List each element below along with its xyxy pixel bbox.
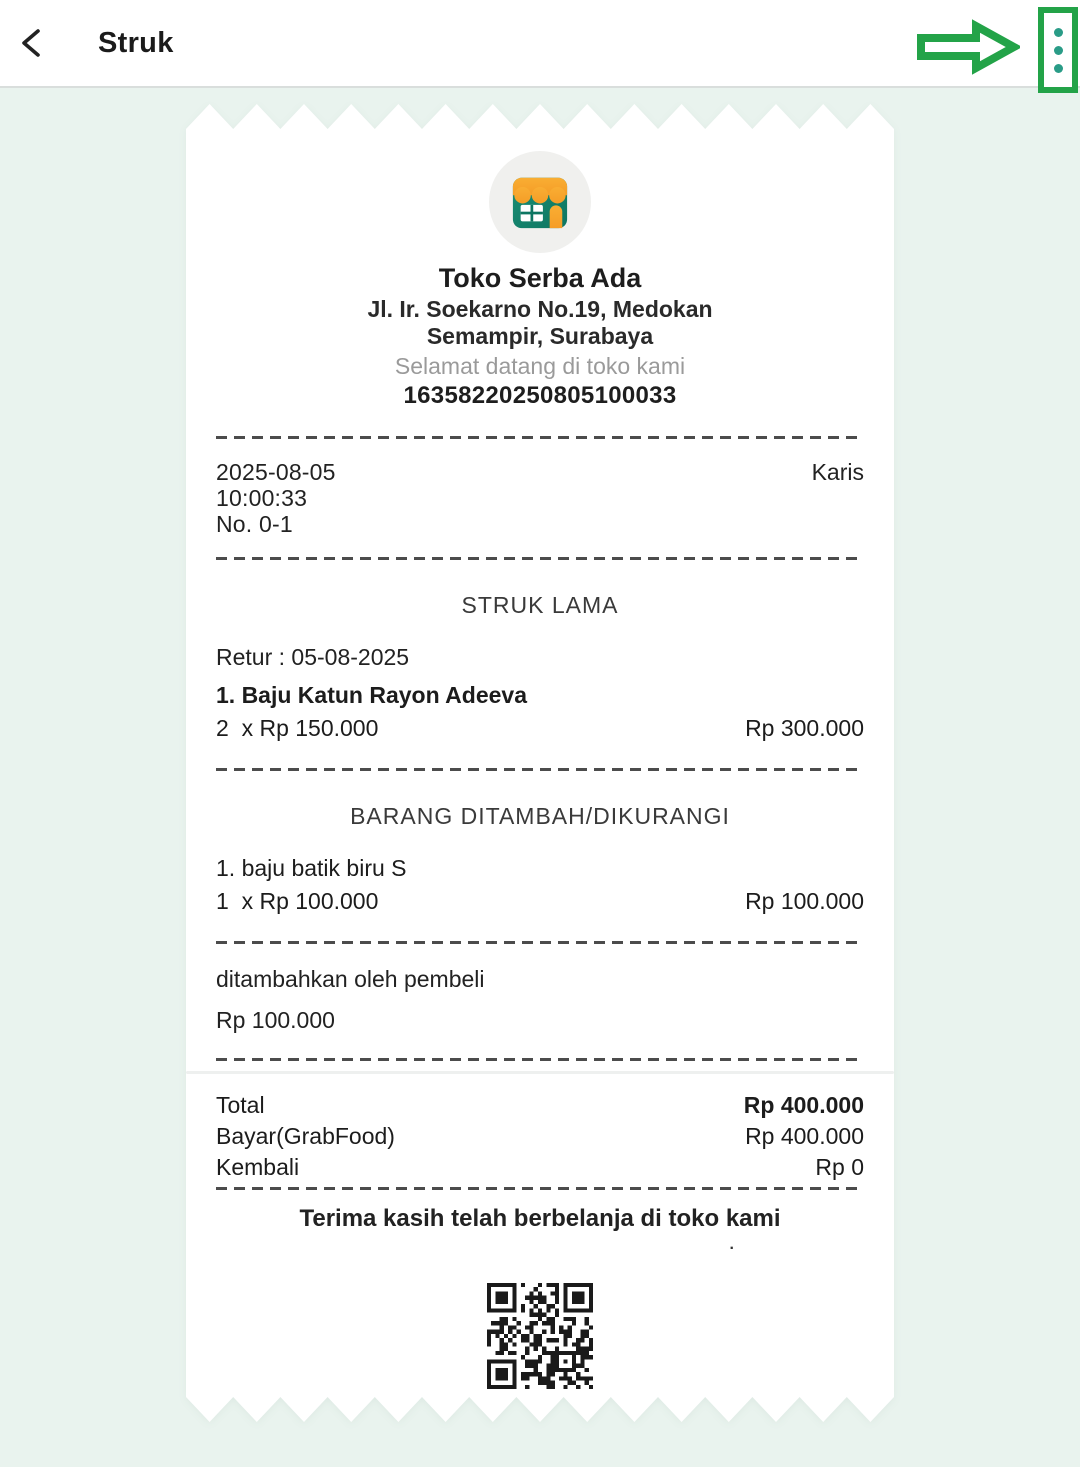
- payment-label: Bayar(GrabFood): [216, 1123, 395, 1149]
- item-subtotal: Rp 100.000: [745, 888, 864, 914]
- item-name: 1. baju batik biru S: [216, 855, 407, 881]
- section-title-old-receipt: STRUK LAMA: [461, 592, 619, 618]
- payment-value: Rp 400.000: [745, 1123, 864, 1149]
- stray-mark: .: [729, 1236, 734, 1253]
- dashed-divider: [216, 768, 864, 771]
- payment-row: [216, 1121, 864, 1152]
- dashed-divider: [216, 1058, 864, 1061]
- dashed-divider: [216, 436, 864, 439]
- dashed-divider: [216, 941, 864, 944]
- change-label: Kembali: [216, 1154, 300, 1180]
- transaction-datetime: [216, 459, 336, 537]
- kebab-dot: [1054, 46, 1063, 55]
- store-address: Jl. Ir. Soekarno No.19, Medokan Semampir, Surabaya: [367, 296, 713, 349]
- content-area: [0, 104, 1080, 1422]
- chevron-left-icon: [18, 27, 44, 59]
- qr-code: [487, 1283, 593, 1389]
- total-label: Total: [216, 1092, 265, 1118]
- section-title-changes: BARANG DITAMBAH/DIKURANGI: [350, 803, 730, 829]
- thank-you-message: Terima kasih telah berbelanja di toko kami: [299, 1205, 781, 1232]
- item-qty-price: 2 x Rp 150.000: [216, 715, 379, 741]
- change-row: [216, 1152, 864, 1183]
- note-amount: Rp 100.000: [216, 1007, 335, 1033]
- app-bar: [0, 0, 1080, 88]
- transaction-number: No. 0-1: [216, 511, 293, 537]
- item-price-row: [216, 888, 864, 915]
- receipt-number: 16358220250805100033: [403, 382, 677, 409]
- store-name: Toko Serba Ada: [438, 263, 642, 293]
- kebab-dot: [1054, 28, 1063, 37]
- change-value: Rp 0: [815, 1154, 864, 1180]
- welcome-message: Selamat datang di toko kami: [394, 353, 686, 379]
- item-qty-price: 1 x Rp 100.000: [216, 888, 379, 914]
- total-row: [216, 1090, 864, 1121]
- receipt-zigzag-bottom: [186, 1397, 894, 1422]
- kebab-dot: [1054, 64, 1063, 73]
- receipt-card: [186, 104, 894, 1422]
- retur-date-label: Retur : 05-08-2025: [216, 644, 410, 670]
- receipt-paper: [186, 129, 894, 1397]
- old-receipt-item: [216, 682, 864, 742]
- receipt-zigzag-top: [186, 104, 894, 129]
- storefront-icon: [509, 172, 571, 232]
- store-logo: [489, 151, 591, 253]
- annotation-arrow-icon: [914, 19, 1020, 75]
- note-text: ditambahkan oleh pembeli: [216, 966, 485, 992]
- transaction-info-row: [216, 459, 864, 537]
- kebab-menu-button[interactable]: [1038, 7, 1078, 93]
- item-price-row: [216, 715, 864, 742]
- dashed-divider: [216, 1187, 864, 1190]
- total-value: Rp 400.000: [743, 1092, 864, 1118]
- item-subtotal: Rp 300.000: [745, 715, 864, 741]
- dashed-divider: [216, 557, 864, 560]
- totals-section: [216, 1074, 864, 1183]
- page-title: Struk: [98, 26, 174, 59]
- changed-item: [216, 855, 864, 915]
- transaction-time: 10:00:33: [216, 485, 308, 511]
- transaction-date: 2025-08-05: [216, 459, 336, 485]
- cashier-name: Karis: [811, 459, 864, 485]
- item-name: 1. Baju Katun Rayon Adeeva: [216, 682, 528, 708]
- back-button[interactable]: [14, 26, 48, 60]
